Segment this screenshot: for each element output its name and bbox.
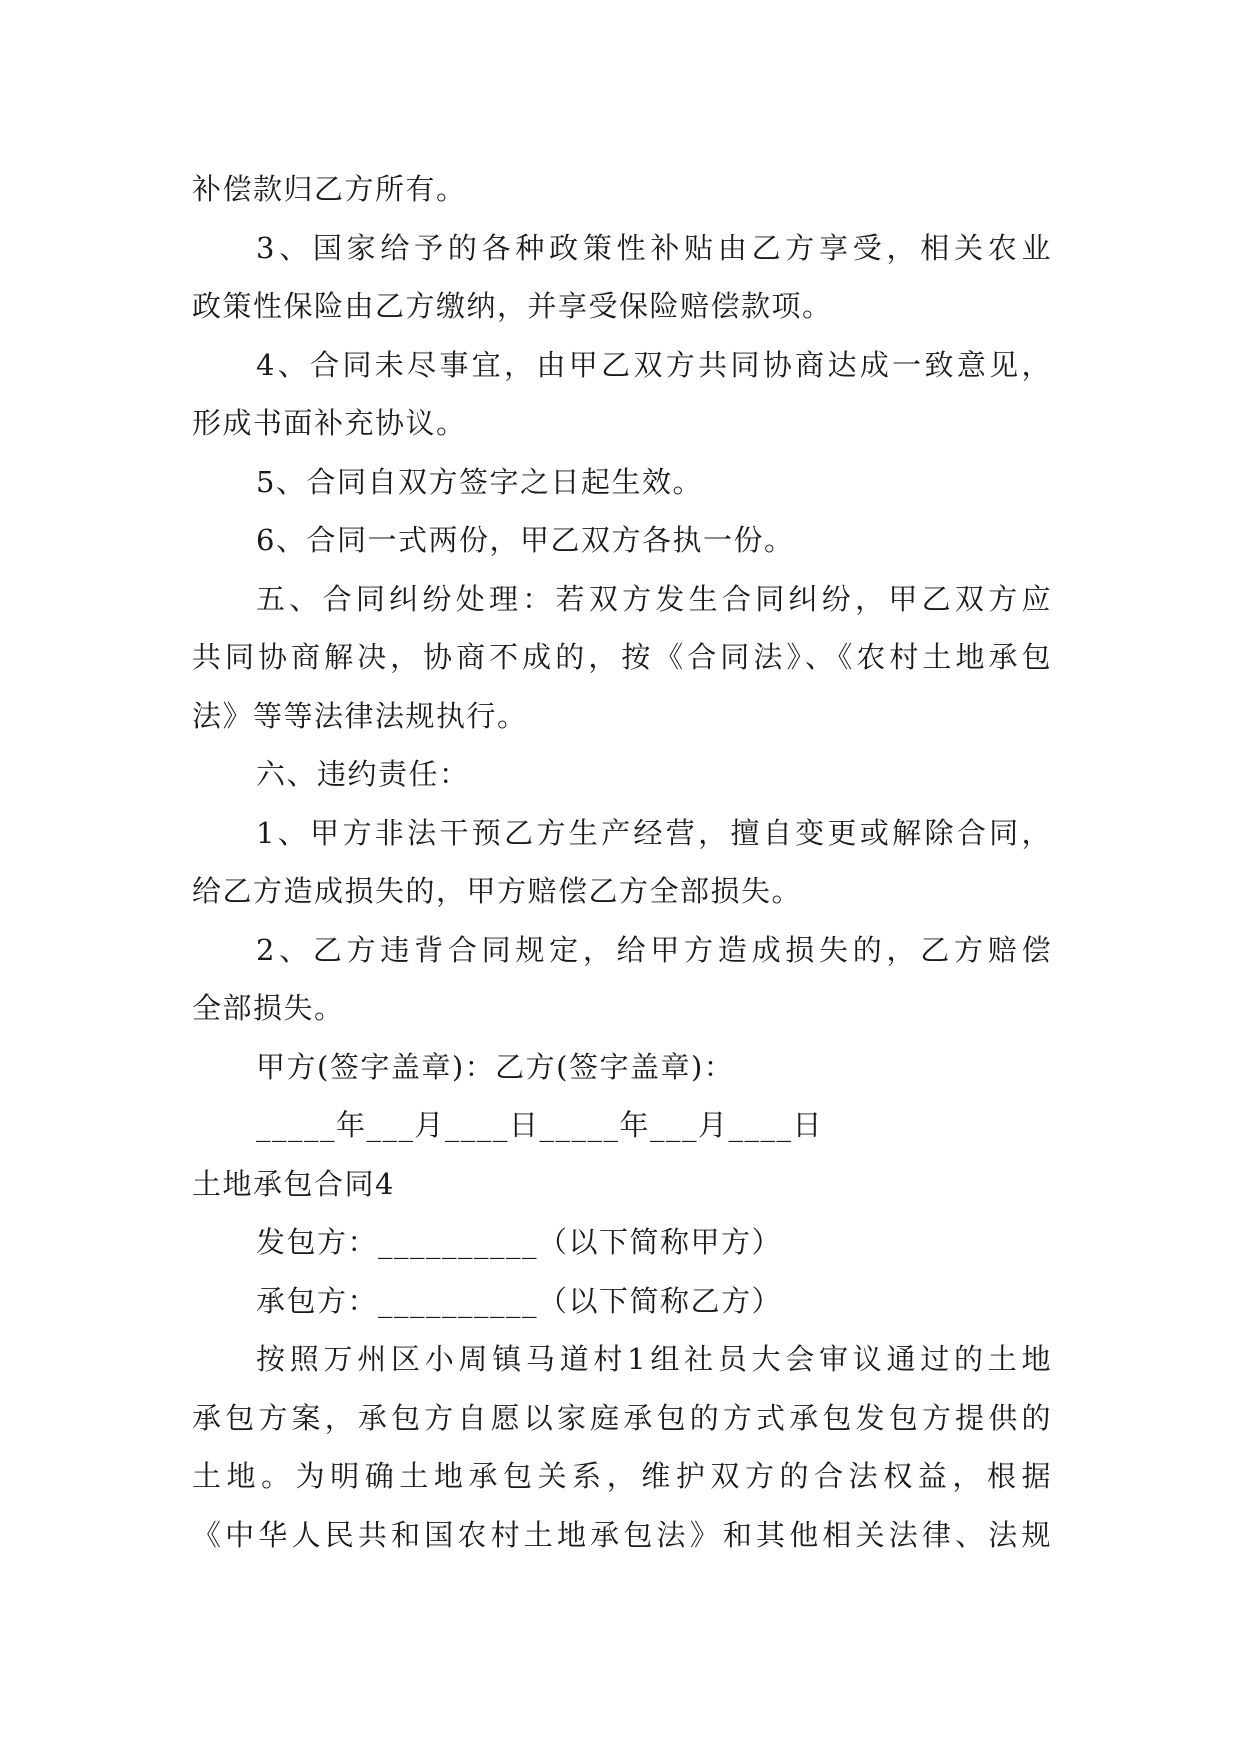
- line-8: 五、合同纠纷处理：若双方发生合同纠纷，甲乙双方应: [256, 581, 1052, 616]
- line-11: 六、违约责任：: [256, 757, 470, 791]
- line-13: 给乙方造成损失的，甲方赔偿乙方全部损失。: [192, 874, 803, 908]
- date-line: _____年___月____日_____年___月____日: [256, 1108, 824, 1142]
- line-4: 4、合同未尽事宜，由甲乙双方共同协商达成一致意见，: [256, 347, 1052, 382]
- document-body: [192, 160, 1052, 1564]
- line-12: 1、甲方非法干预乙方生产经营，擅自变更或解除合同，: [256, 815, 1052, 850]
- line-5: 形成书面补充协议。: [192, 406, 467, 440]
- line-3: 政策性保险由乙方缴纳，并享受保险赔偿款项。: [192, 289, 833, 323]
- line-15: 全部损失。: [192, 991, 345, 1025]
- line-21: 按照万州区小周镇马道村1组社员大会审议通过的土地: [256, 1342, 1052, 1376]
- line-14: 2、乙方违背合同规定，给甲方造成损失的，乙方赔偿: [256, 932, 1052, 967]
- line-6: 5、合同自双方签字之日起生效。: [256, 464, 703, 499]
- line-9: 共同协商解决，协商不成的，按《合同法》、《农村土地承包: [192, 640, 1052, 674]
- signature-line: 甲方(签字盖章)：乙方(签字盖章)：: [256, 1049, 735, 1084]
- contract-title: 土地承包合同4: [192, 1166, 395, 1201]
- line-23: 土地。为明确土地承包关系，维护双方的合法权益，根据: [192, 1459, 1052, 1493]
- line-1: 补偿款归乙方所有。: [192, 172, 467, 206]
- line-22: 承包方案，承包方自愿以家庭承包的方式承包发包方提供的: [192, 1400, 1052, 1435]
- line-10: 法》等等法律法规执行。: [192, 698, 528, 733]
- line-2: 3、国家给予的各种政策性补贴由乙方享受，相关农业: [256, 230, 1052, 265]
- party-b-line: 承包方：__________（以下简称乙方）: [256, 1283, 783, 1318]
- party-a-line: 发包方：__________（以下简称甲方）: [256, 1225, 783, 1259]
- line-24: 《中华人民共和国农村土地承包法》和其他相关法律、法规: [192, 1517, 1052, 1552]
- line-7: 6、合同一式两份，甲乙双方各执一份。: [256, 523, 795, 557]
